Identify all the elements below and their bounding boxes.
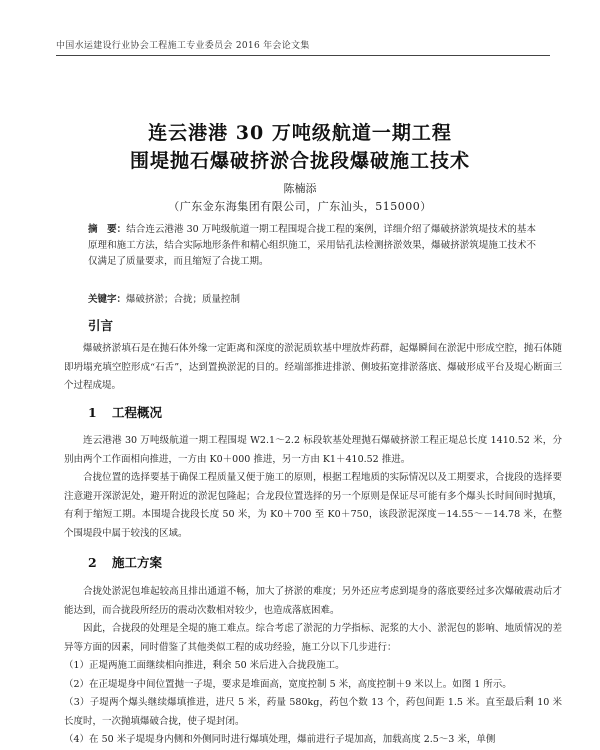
intro-body: [64, 340, 562, 396]
section-2-paragraph: 因此，合拢段的处理是全堤的施工难点。综合考虑了淤泥的力学指标、泥浆的大小、淤泥包的影响、地质情况的差异等方面的因素，同时借鉴了其他类似工程的成功经验，施工分以下几步进行：: [64, 623, 562, 653]
author-name: 陈楠添: [283, 182, 317, 195]
intro-paragraph: 爆破挤淤填石是在抛石体外缘一定距离和深度的淤泥质软基中埋放炸药群，起爆瞬间在淤泥中形成空腔，抛石体随即坍塌充填空腔形成“石舌”，达到置换淤泥的目的。经端部推进排淤、侧坡拓宽排淤落底、爆破形成平台及堤心断面三个过程成堤。: [64, 343, 562, 391]
section-1-paragraph: 合拢位置的选择要基于确保工程质量又便于施工的原则，根据工程地质的实际情况以及工期要求，合拢段的选择要注意避开深淤泥处，避开附近的淤泥包隆起；合龙段位置选择的另一个原则是保证尽可能有多个爆头长时间间时抛填，有利于缩短工期。本围堤合拢段长度 50 米，为 K0＋700 至 K0＋750，该段淤泥深度－14.55～－14.78 米，在整个围堤段中属于较浅的区域。: [64, 472, 562, 539]
section-heading-intro: 引言: [88, 318, 114, 333]
keywords-label: 关键字：: [88, 294, 127, 305]
abstract-label: 摘 要：: [88, 224, 127, 235]
section-2-step: （2）在正堤堤身中间位置抛一子堤，要求是堆面高，宽度控制 5 米，高度控制＋9 米以上。如图 1 所示。: [64, 678, 512, 690]
section-heading-1: [88, 403, 162, 421]
section-1-body: [64, 432, 562, 543]
section-heading-2: [88, 553, 162, 571]
article-title-line-1: 连云港港 30 万吨级航道一期工程: [148, 122, 452, 144]
section-2-step: （3）子堤两个爆头继续爆填推进，进尺 5 米，药量 580kg，药包个数 13 个，药包间距 1.5 米。直至最后剩 10 米长度时，一次抛填爆破合拢，使子堤封闭。: [64, 697, 562, 727]
section-number: 1: [88, 405, 97, 420]
section-2-body: [64, 583, 562, 750]
section-number: 2: [88, 555, 97, 570]
abstract: [88, 222, 536, 270]
running-header: 中国水运建设行业协会工程施工专业委员会 2016 年会论文集: [56, 41, 310, 51]
section-title: 施工方案: [112, 555, 163, 570]
section-2-step: （4）在 50 米子堤堤身内侧和外侧同时进行爆填处理，爆前进行子堤加高，加载高度 2.5～3 米，单侧: [64, 734, 496, 745]
keywords-text: 爆破挤淤；合拢；质量控制: [126, 294, 241, 305]
section-2-step: （1）正堤两施工面继续相向推进，剩余 50 米后进入合拢段施工。: [64, 660, 345, 671]
section-2-paragraph: 合拢处淤泥包堆起较高且排出通道不畅，加大了挤淤的难度；另外还应考虑到堤身的落底要经过多次爆破震动后才能达到，而合拢段所经历的震动次数相对较少，也造成落底困难。: [64, 586, 562, 616]
author-affiliation: （广东金东海集团有限公司，广东汕头，515000）: [168, 200, 432, 213]
header-divider: [56, 55, 550, 56]
section-title: 工程概况: [112, 405, 163, 420]
section-1-paragraph: 连云港港 30 万吨级航道一期工程围堤 W2.1～2.2 标段软基处理抛石爆破挤淤工程正堤总长度 1410.52 米，分别由两个工作面相向推进，一方由 K0＋000 推进，另一方由 K1＋410.52 推进。: [64, 435, 562, 465]
article-title-line-2: 围堤抛石爆破挤淤合拢段爆破施工技术: [129, 150, 470, 172]
abstract-text: 结合连云港港 30 万吨级航道一期工程围堤合拢工程的案例，详细介绍了爆破挤淤筑堤技术的基本原理和施工方法，结合实际地形条件和精心组织施工，采用钻孔法检测挤淤效果，爆破挤淤筑堤施工技术不仅满足了质量要求，而且缩短了合拢工期。: [88, 224, 536, 267]
keywords: [88, 291, 536, 305]
